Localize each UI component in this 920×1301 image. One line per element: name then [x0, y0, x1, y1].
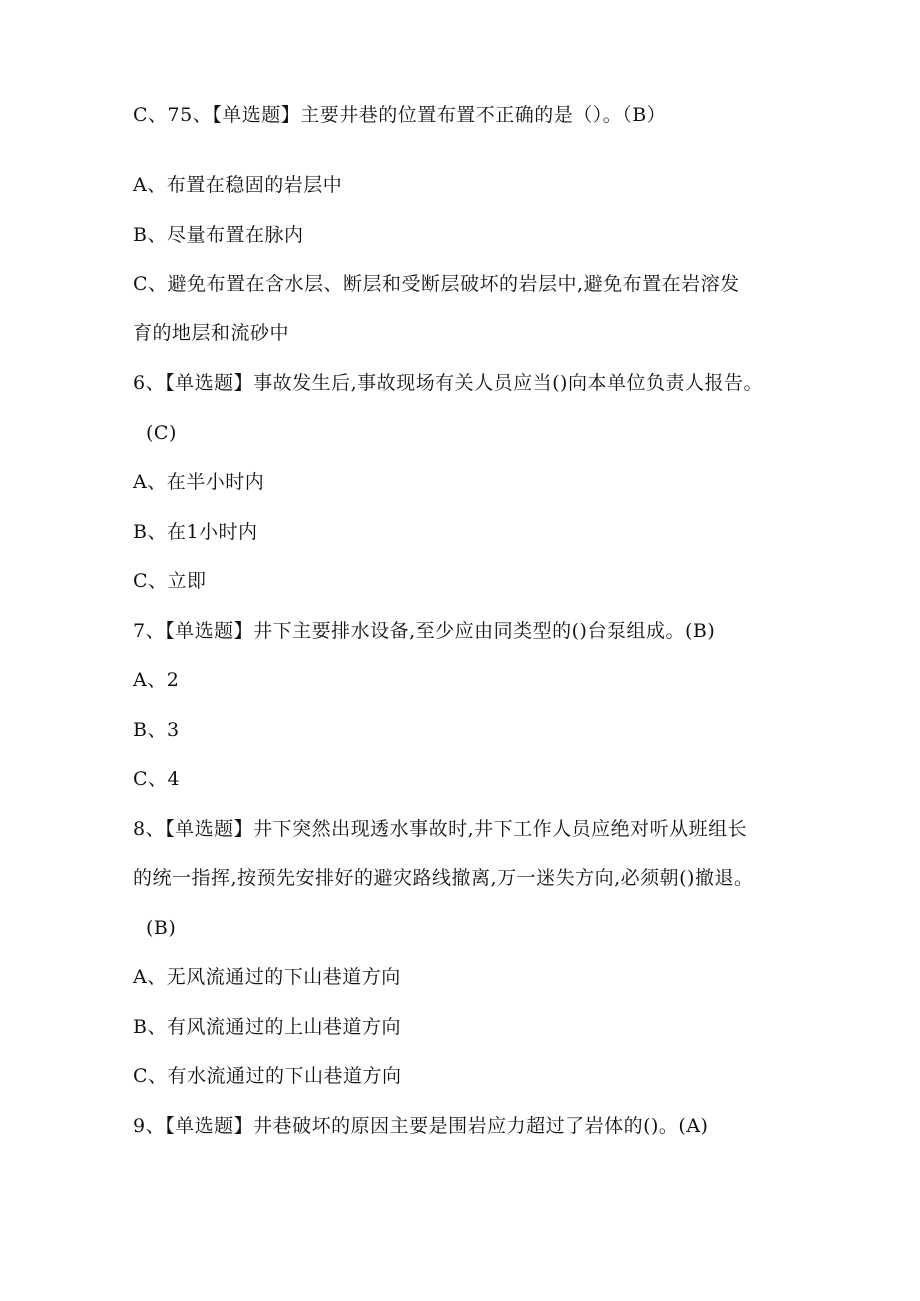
question-6-option-b: B、在1小时内	[133, 521, 258, 543]
question-8-stem-continued: 的统一指挥,按预先安排好的避灾路线撤离,万一迷失方向,必须朝()撤退。	[133, 867, 754, 889]
question-7-option-b: B、3	[133, 719, 180, 741]
question-6-option-c: C、立即	[133, 570, 207, 592]
question-8-option-a: A、无风流通过的下山巷道方向	[133, 966, 401, 988]
question-7-option-c: C、4	[133, 768, 181, 790]
question-6-option-a: A、在半小时内	[133, 471, 265, 493]
question-8-option-b: B、有风流通过的上山巷道方向	[133, 1016, 401, 1038]
question-8-stem: 8、【单选题】井下突然出现透水事故时,井下工作人员应绝对听从班组长	[133, 818, 748, 840]
question-6-answer: (C)	[146, 422, 177, 444]
question-8-answer: (B)	[146, 917, 177, 939]
question-75-option-a: A、布置在稳固的岩层中	[133, 174, 343, 196]
question-8-option-c: C、有水流通过的下山巷道方向	[133, 1065, 402, 1087]
question-75-option-b: B、尽量布置在脉内	[133, 224, 304, 246]
question-75-option-c: C、避免布置在含水层、断层和受断层破坏的岩层中,避免布置在岩溶发	[133, 273, 740, 295]
question-75-stem: C、75、【单选题】主要井巷的位置布置不正确的是（）。（B）	[133, 104, 667, 126]
question-9-stem: 9、【单选题】井巷破坏的原因主要是围岩应力超过了岩体的()。(A)	[133, 1115, 709, 1137]
question-75-option-c-continued: 育的地层和流砂中	[133, 322, 290, 344]
question-7-option-a: A、2	[133, 669, 180, 691]
question-6-stem: 6、【单选题】事故发生后,事故现场有关人员应当()向本单位负责人报告。	[133, 372, 763, 394]
question-7-stem: 7、【单选题】井下主要排水设备,至少应由同类型的()台泵组成。(B)	[133, 620, 716, 642]
